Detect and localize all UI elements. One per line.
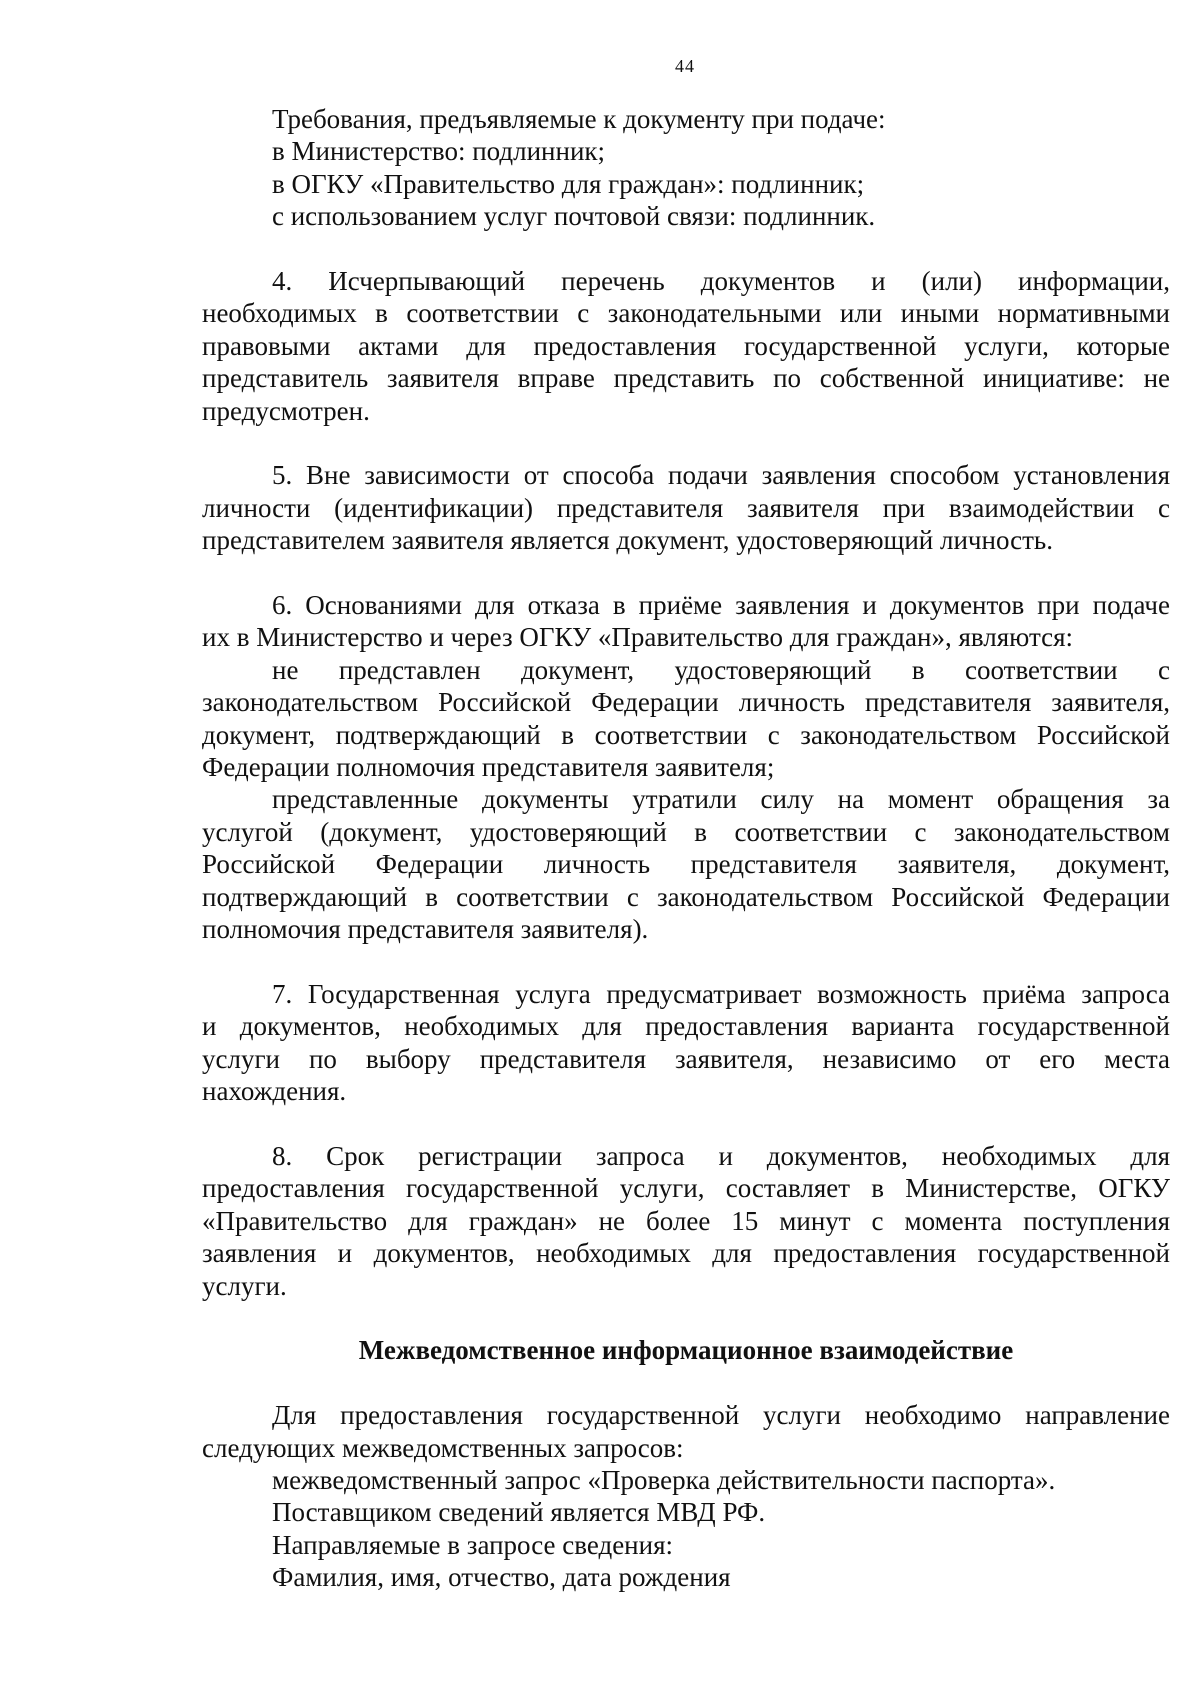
paragraph-line: Фамилия, имя, отчество, дата рождения	[272, 1562, 731, 1593]
paragraph-line: представитель заявителя вправе представить по собственной инициативе: не	[202, 363, 1170, 394]
document-body	[202, 103, 1170, 1594]
paragraph-line: полномочия представителя заявителя).	[202, 914, 649, 945]
paragraph-line: представителем заявителя является документ, удостоверяющий личность.	[202, 525, 1053, 556]
paragraph-line: 7. Государственная услуга предусматривает возможность приёма запроса	[272, 978, 1170, 1009]
spacer	[202, 1367, 1170, 1399]
spacer	[202, 427, 1170, 459]
paragraph-line: Российской Федерации личность представителя заявителя, документ,	[202, 849, 1170, 880]
paragraph-line: заявления и документов, необходимых для предоставления государственной	[202, 1238, 1170, 1269]
paragraph-line: их в Министерство и через ОГКУ «Правительство для граждан», являются:	[202, 622, 1074, 653]
paragraph-line: Федерации полномочия представителя заявителя;	[202, 752, 775, 783]
paragraph-item-5	[202, 459, 1170, 556]
paragraph-line: следующих межведомственных запросов:	[202, 1432, 684, 1463]
paragraph-line: документ, подтверждающий в соответствии с законодательством Российской	[202, 719, 1170, 750]
paragraph-line: представленные документы утратили силу на момент обращения за	[272, 784, 1170, 815]
paragraph-line: 4. Исчерпывающий перечень документов и (или) информации,	[272, 266, 1170, 297]
paragraph-item-7	[202, 978, 1170, 1108]
paragraph-line: «Правительство для граждан» не более 15 минут с момента поступления	[202, 1205, 1170, 1236]
paragraph-line: услуги по выбору представителя заявителя, независимо от его места	[202, 1043, 1170, 1074]
requirements-line: в Министерство: подлинник;	[272, 136, 606, 167]
spacer	[202, 946, 1170, 978]
paragraph-item-4	[202, 265, 1170, 427]
paragraph-line: законодательством Российской Федерации личность представителя заявителя,	[202, 687, 1170, 718]
requirements-block	[202, 103, 1170, 233]
paragraph-item-8	[202, 1140, 1170, 1302]
paragraph-line: 5. Вне зависимости от способа подачи заявления способом установления	[272, 460, 1170, 491]
paragraph-line: Для предоставления государственной услуги необходимо направление	[272, 1400, 1170, 1431]
section-heading: Межведомственное информационное взаимодействие	[358, 1335, 1014, 1366]
paragraph-line: услуги.	[202, 1270, 287, 1301]
requirements-line: с использованием услуг почтовой связи: подлинник.	[272, 201, 876, 232]
requirements-line: Требования, предъявляемые к документу при подаче:	[272, 104, 886, 134]
spacer	[202, 1302, 1170, 1334]
paragraph-line: не представлен документ, удостоверяющий в соответствии с	[272, 654, 1170, 685]
paragraph-line: 8. Срок регистрации запроса и документов, необходимых для	[272, 1140, 1170, 1171]
paragraph-line: предусмотрен.	[202, 395, 370, 426]
spacer	[202, 233, 1170, 265]
requirements-line: в ОГКУ «Правительство для граждан»: подлинник;	[272, 168, 865, 199]
page-number: 44	[675, 56, 695, 76]
paragraph-line: подтверждающий в соответствии с законодательством Российской Федерации	[202, 881, 1170, 912]
paragraph-line: и документов, необходимых для предоставления варианта государственной	[202, 1011, 1170, 1042]
paragraph-line: личности (идентификации) представителя заявителя при взаимодействии с	[202, 492, 1170, 523]
paragraph-line: правовыми актами для предоставления государственной услуги, которые	[202, 330, 1170, 361]
paragraph-item-6	[202, 589, 1170, 945]
paragraph-line: межведомственный запрос «Проверка действительности паспорта».	[272, 1464, 1056, 1495]
section-body	[202, 1399, 1170, 1593]
paragraph-line: необходимых в соответствии с законодательными или иными нормативными	[202, 298, 1170, 329]
paragraph-line: предоставления государственной услуги, составляет в Министерстве, ОГКУ	[202, 1173, 1170, 1204]
spacer	[202, 557, 1170, 589]
paragraph-line: нахождения.	[202, 1076, 347, 1107]
spacer	[202, 1108, 1170, 1140]
paragraph-line: Направляемые в запросе сведения:	[272, 1529, 673, 1560]
paragraph-line: Поставщиком сведений является МВД РФ.	[272, 1497, 766, 1528]
paragraph-line: услугой (документ, удостоверяющий в соответствии с законодательством	[202, 816, 1170, 847]
paragraph-line: 6. Основаниями для отказа в приёме заявления и документов при подаче	[272, 590, 1170, 621]
